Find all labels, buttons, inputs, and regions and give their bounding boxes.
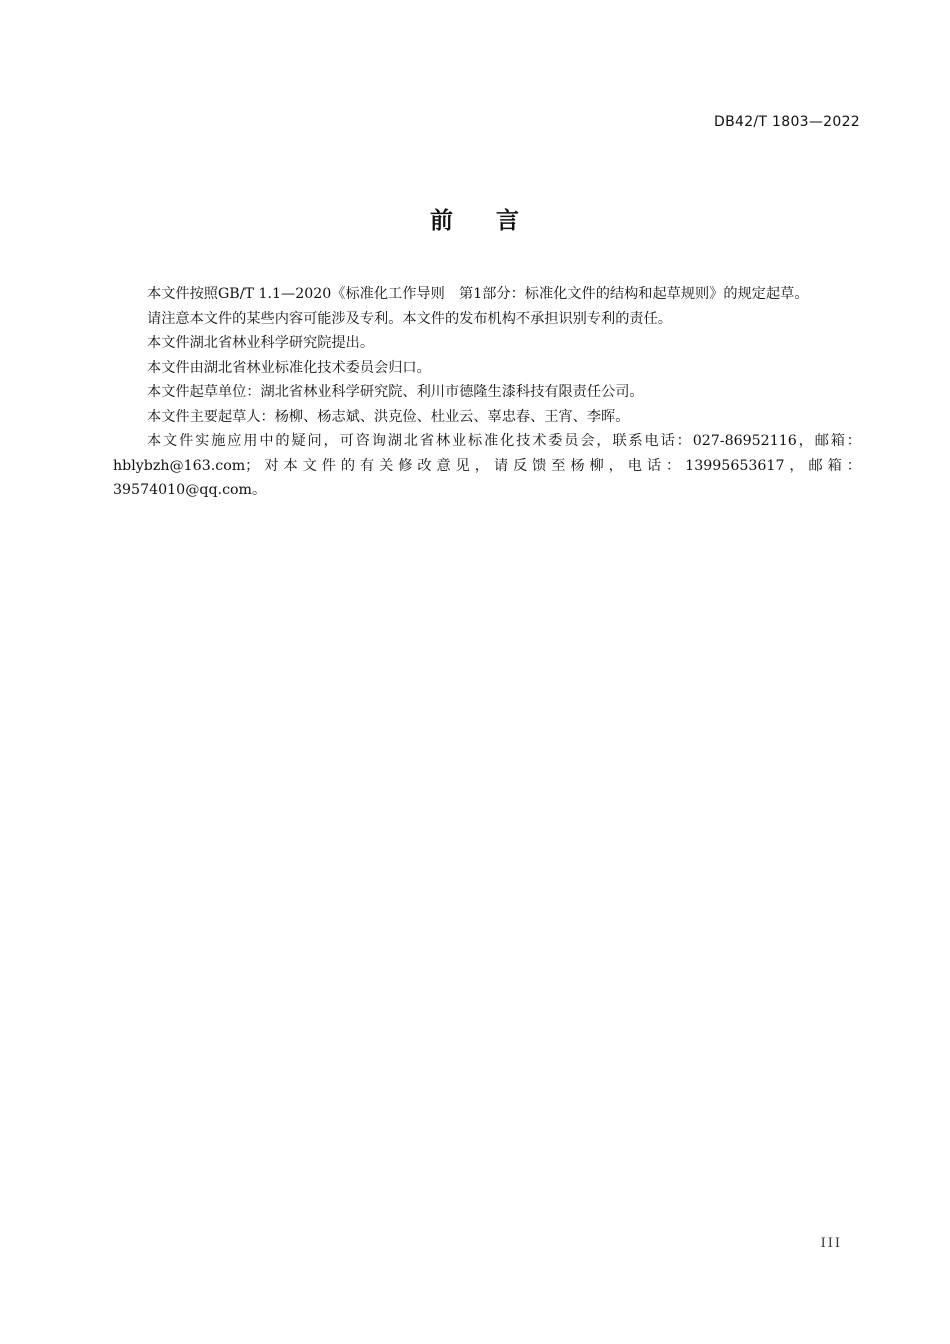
paragraph-drafters: 本文件主要起草人：杨柳、杨志斌、洪克俭、杜业云、辜忠春、王宵、李晖。 xyxy=(147,408,630,425)
standard-code: DB42/T 1803—2022 xyxy=(714,114,860,130)
title-char-2: 言 xyxy=(496,208,520,234)
paragraph-committee: 本文件由湖北省林业标准化技术委员会归口。 xyxy=(147,359,431,376)
page-number: III xyxy=(820,1236,842,1251)
paragraph-proposer: 本文件湖北省林业科学研究院提出。 xyxy=(147,335,375,351)
paragraph-drafting-units: 本文件起草单位：湖北省林业科学研究院、利川市德隆生漆科技有限责任公司。 xyxy=(147,384,644,400)
foreword-body xyxy=(113,282,861,503)
paragraph-contact: 本文件实施应用中的疑问，可咨询湖北省林业标准化技术委员会，联系电话：027-86952116，邮箱：hblybzh@163.com；对本文件的有关修改意见，请反馈至杨柳，电话：13995653617，邮箱：39574010@qq.com。 xyxy=(113,433,861,498)
page-title xyxy=(0,202,950,235)
paragraph-patent-notice: 请注意本文件的某些内容可能涉及专利。本文件的发布机构不承担识别专利的责任。 xyxy=(147,310,672,327)
paragraph-drafting-rules: 本文件按照GB/T 1.1—2020《标准化工作导则 第1部分：标准化文件的结构和起草规则》的规定起草。 xyxy=(147,286,809,302)
title-char-1: 前 xyxy=(430,208,454,234)
